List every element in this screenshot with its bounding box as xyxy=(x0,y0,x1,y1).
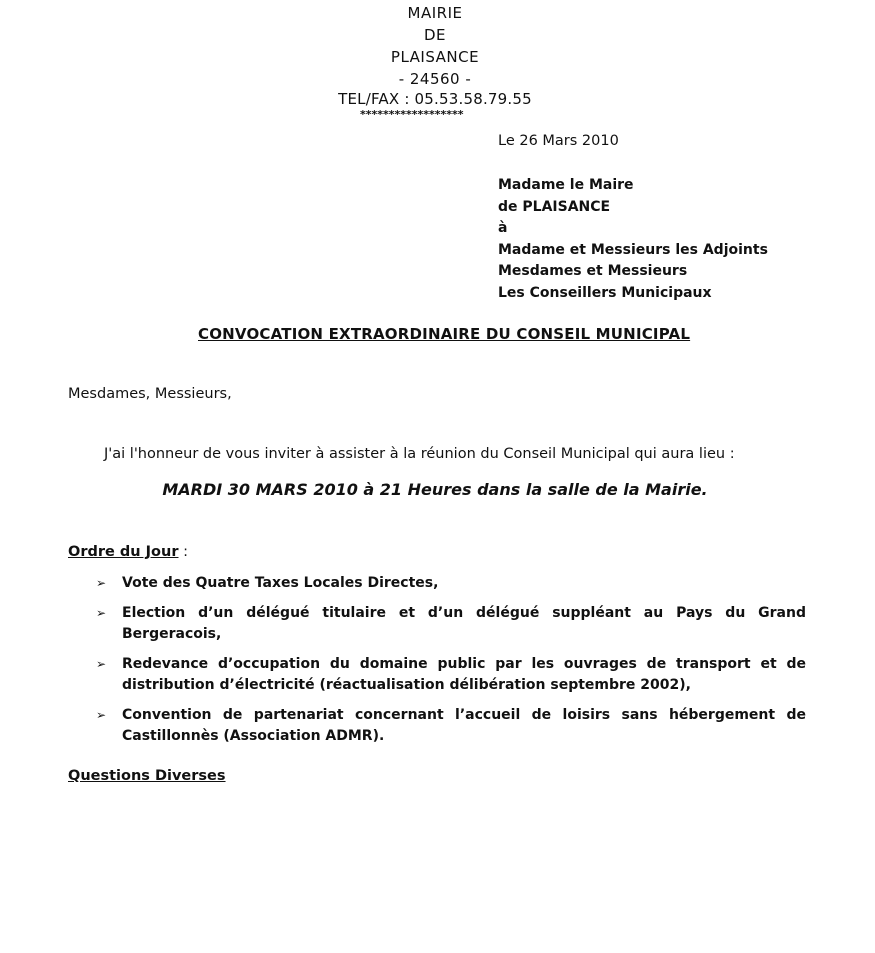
arrow-bullet-icon: ➢ xyxy=(96,657,107,671)
agenda-item-text: Vote des Quatre Taxes Locales Directes, xyxy=(122,575,439,591)
greeting: Mesdames, Messieurs, xyxy=(68,386,232,402)
agenda-list xyxy=(96,573,806,756)
recipient-line-3: Les Conseillers Municipaux xyxy=(498,284,712,301)
header-phone: TEL/FAX : 05.53.58.79.55 xyxy=(338,90,532,108)
arrow-bullet-icon: ➢ xyxy=(96,576,107,590)
to-word: à xyxy=(498,220,508,236)
agenda-item xyxy=(96,705,806,747)
agenda-heading xyxy=(68,544,188,560)
agenda-heading-text: Ordre du Jour xyxy=(68,544,179,560)
agenda-item-text: Election d’un délégué titulaire et d’un délégué suppléant au Pays du Grand Bergeracois, xyxy=(122,605,806,642)
agenda-item xyxy=(96,603,806,645)
meeting-details: MARDI 30 MARS 2010 à 21 Heures dans la salle de la Mairie. xyxy=(162,480,708,499)
sender-line-1: Madame le Maire xyxy=(498,177,634,193)
agenda-item xyxy=(96,654,806,696)
arrow-bullet-icon: ➢ xyxy=(96,708,107,722)
intro-paragraph: J'ai l'honneur de vous inviter à assister à la réunion du Conseil Municipal qui aura lieu : xyxy=(104,446,735,462)
agenda-heading-colon: : xyxy=(178,544,188,560)
arrow-bullet-icon: ➢ xyxy=(96,606,107,620)
agenda-item xyxy=(96,573,806,594)
header-de: DE xyxy=(423,26,447,44)
document-title: CONVOCATION EXTRAORDINAIRE DU CONSEIL MUNICIPAL xyxy=(198,325,691,343)
questions-heading: Questions Diverses xyxy=(68,768,226,784)
letter-date: Le 26 Mars 2010 xyxy=(498,133,619,149)
recipient-line-1: Madame et Messieurs les Adjoints xyxy=(498,241,768,258)
agenda-item-text: Redevance d’occupation du domaine public par les ouvrages de transport et de distribution d’électricité (réactualisation délibération septembre 2002), xyxy=(122,656,806,693)
agenda-item-text: Convention de partenariat concernant l’accueil de loisirs sans hébergement de Castillonnès (Association ADMR). xyxy=(122,707,806,744)
recipient-line-2: Mesdames et Messieurs xyxy=(498,263,688,279)
header-town: PLAISANCE xyxy=(390,48,480,66)
header-postcode: - 24560 - xyxy=(398,70,472,88)
header-mairie: MAIRIE xyxy=(407,4,463,22)
address-block xyxy=(498,175,768,304)
sender-line-2: de PLAISANCE xyxy=(498,198,611,215)
header-separator: ****************** xyxy=(360,108,464,121)
